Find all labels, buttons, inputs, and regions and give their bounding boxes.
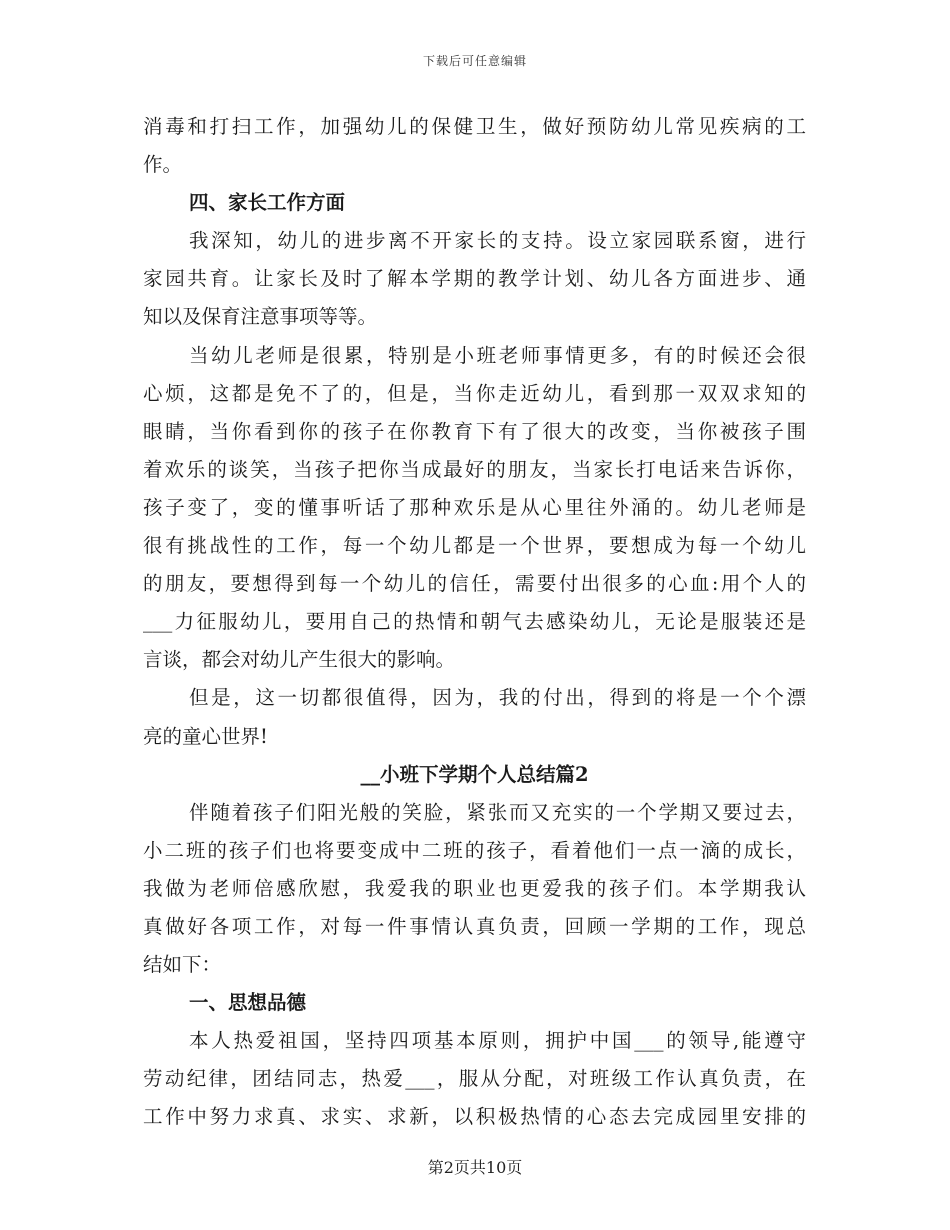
body-line: 家园共育。让家长及时了解本学期的教学计划、幼儿各方面进步、通: [143, 267, 806, 291]
body-line: 我做为老师倍感欣慰，我爱我的职业也更爱我的孩子们。本学期我认: [143, 876, 806, 900]
body-line: 本人热爱祖国，坚持四项基本原则，拥护中国___的领导,能遵守: [189, 1029, 806, 1053]
header-note: 下载后可任意编辑: [422, 54, 527, 68]
body-line: 工作中努力求真、求实、求新，以积极热情的心态去完成园里安排的: [143, 1105, 806, 1129]
body-line: 伴随着孩子们阳光般的笑脸，紧张而又充实的一个学期又要过去，: [189, 800, 806, 824]
body-line: 真做好各项工作，对每一件事情认真负责，回顾一学期的工作，现总: [143, 914, 806, 938]
body-line: 孩子变了，变的懂事听话了那种欢乐是从心里往外涌的。幼儿老师是: [143, 495, 806, 519]
body-line: 小二班的孩子们也将要变成中二班的孩子，看着他们一点一滴的成长，: [143, 838, 806, 862]
body-line: 很有挑战性的工作，每一个幼儿都是一个世界，要想成为每一个幼儿: [143, 534, 806, 558]
body-line: 的朋友，要想得到每一个幼儿的信任，需要付出很多的心血:用个人的: [143, 572, 806, 596]
page-number-footer: 第2页共10页: [427, 1158, 523, 1177]
body-line: 亮的童心世界!: [143, 724, 268, 748]
body-line: 作。: [143, 153, 183, 177]
section-title: __小班下学期个人总结篇2: [360, 762, 589, 786]
body-line: 心烦，这都是免不了的，但是，当你走近幼儿，看到那一双双求知的: [143, 381, 806, 405]
document-body: [143, 108, 806, 1137]
body-line: 眼睛，当你看到你的孩子在你教育下有了很大的改变，当你被孩子围: [143, 419, 806, 443]
section-heading: 四、家长工作方面: [189, 191, 346, 215]
body-line: 言谈，都会对幼儿产生很大的影响。: [143, 648, 456, 672]
body-line: 劳动纪律，团结同志，热爱___，服从分配，对班级工作认真负责，在: [143, 1067, 806, 1091]
section-heading: 一、思想品德: [189, 991, 307, 1015]
body-line: ___力征服幼儿，要用自己的热情和朝气去感染幼儿，无论是服装还是: [143, 610, 806, 634]
body-line: 着欢乐的谈笑，当孩子把你当成最好的朋友，当家长打电话来告诉你，: [143, 457, 806, 481]
body-line: 但是，这一切都很值得，因为，我的付出，得到的将是一个个漂: [189, 686, 806, 710]
body-line: 知以及保育注意事项等等。: [143, 305, 378, 329]
body-line: 消毒和打扫工作，加强幼儿的保健卫生，做好预防幼儿常见疾病的工: [143, 115, 806, 138]
body-line: 结如下：: [143, 953, 222, 977]
body-line: 当幼儿老师是很累，特别是小班老师事情更多，有的时候还会很: [189, 343, 806, 367]
body-line: 我深知，幼儿的进步离不开家长的支持。设立家园联系窗，进行: [189, 229, 806, 253]
